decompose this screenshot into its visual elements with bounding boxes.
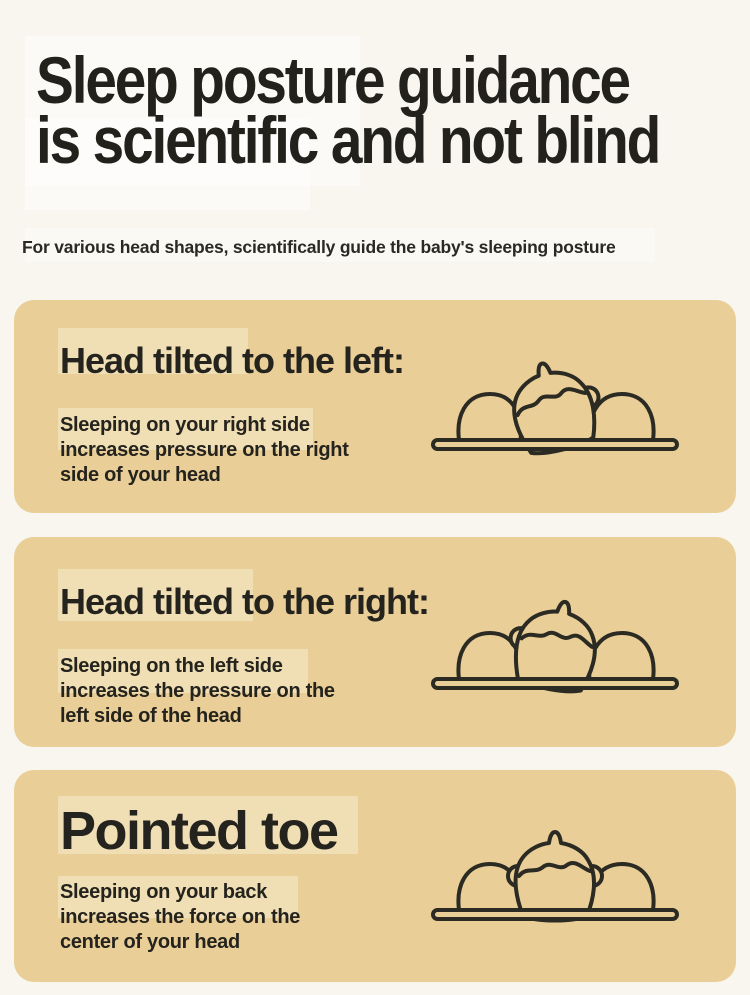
card-head-tilted-right (14, 537, 736, 747)
card-body: Sleeping on the left side increases the pressure on the left side of the head (60, 655, 335, 727)
page-subtitle: For various head shapes, scientifically guide the baby's sleeping posture (22, 237, 616, 257)
page-title: Sleep posture guidance is scientific and not blind (36, 43, 660, 177)
pillow-base-bar (433, 679, 677, 688)
baby-head-outline (516, 832, 594, 921)
card-body: Sleeping on your back increases the force on the center of your head (60, 881, 301, 953)
pillow-base-bar (433, 910, 677, 919)
baby-head-centered-illustration (430, 818, 680, 928)
baby-head-tilted-right-illustration (430, 587, 680, 697)
card-heading: Head tilted to the left: (60, 340, 404, 381)
pillow-base-bar (433, 440, 677, 449)
card-head-tilted-left (14, 300, 736, 513)
card-body: Sleeping on your right side increases pressure on the right side of your head (60, 414, 349, 486)
card-pointed-toe (14, 770, 736, 982)
card-heading: Head tilted to the right: (60, 581, 429, 622)
card-heading: Pointed toe (60, 801, 338, 861)
baby-head-tilted-left-illustration (430, 348, 680, 458)
